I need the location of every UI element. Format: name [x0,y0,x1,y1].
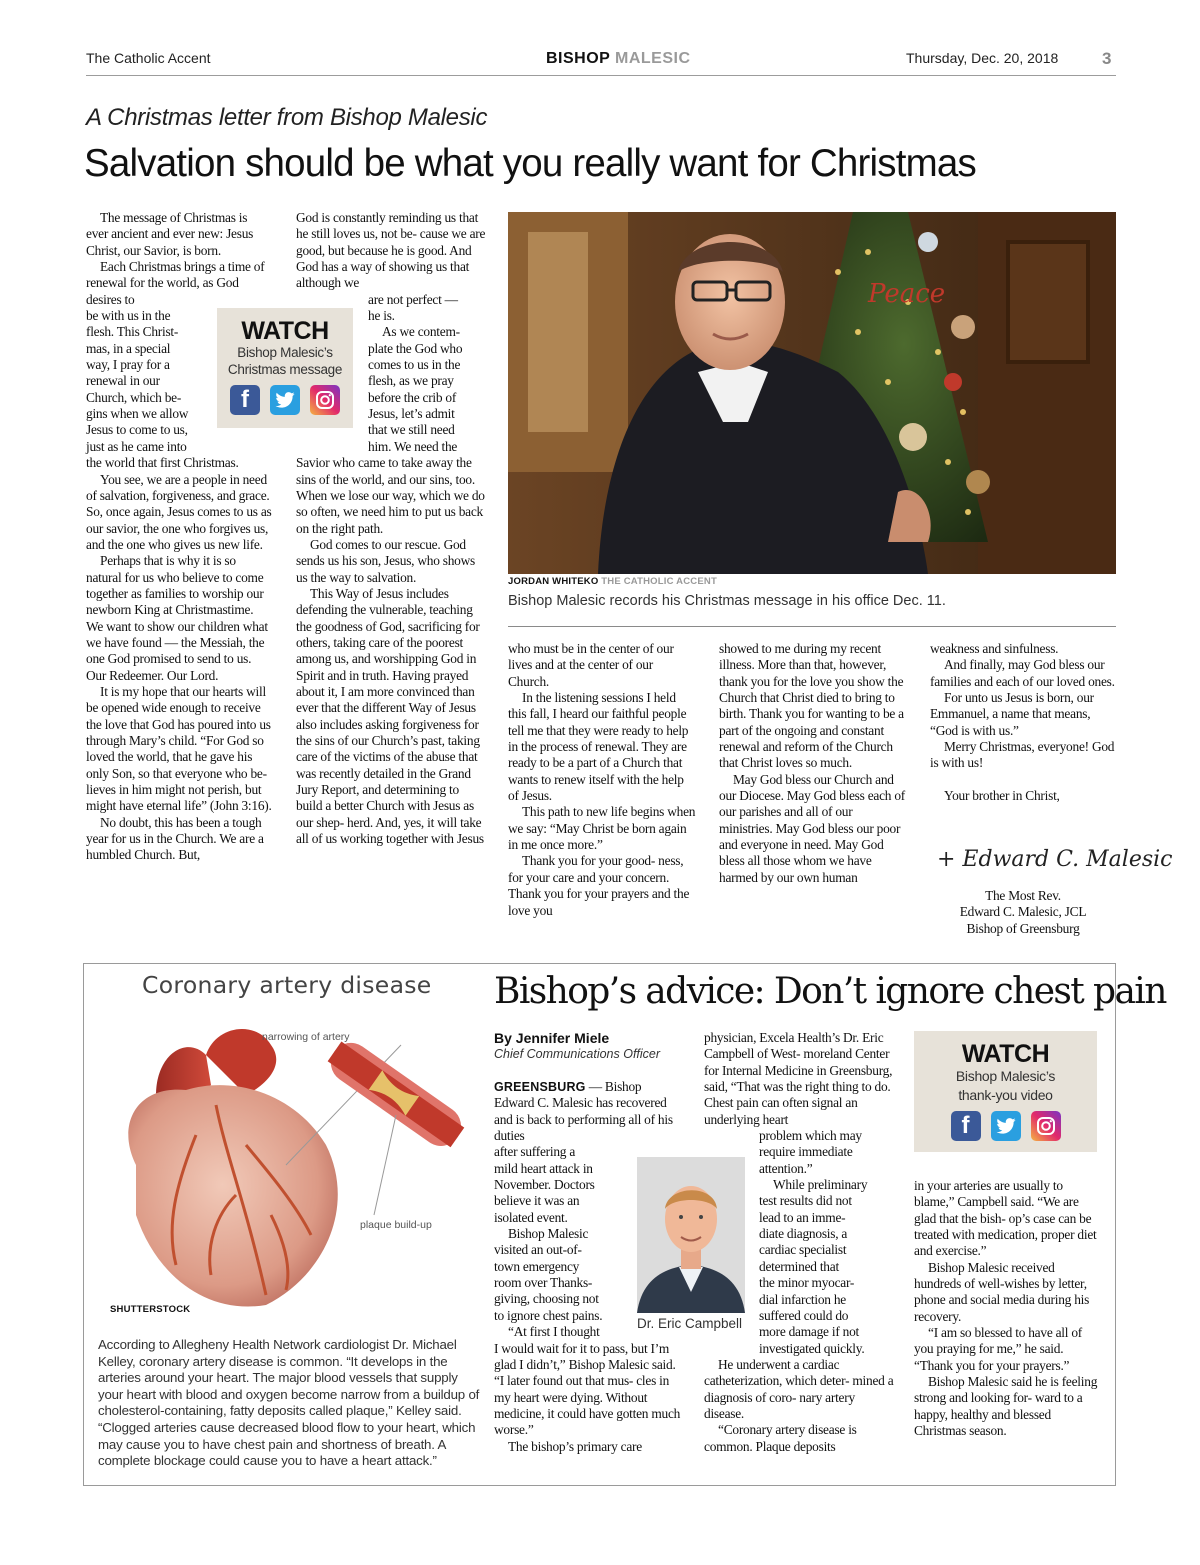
text-line: mas, in a special [86,340,171,356]
text-line: visited an out-of- [494,1242,582,1258]
paragraph: showed to me during my recent illness. More than that, however, thank you for the love you show the Church that Christ died to bring to birth. Thank you for wanting to be a part of the ongoing and constant renewal and reform of the Church that Christ loves so much. [719,641,904,771]
text-line: lead to an imme- [759,1209,846,1225]
text-line: way, I pray for a [86,357,170,373]
text-line: that we still need [368,422,455,438]
text-line: Jesus to come to us, [86,422,188,438]
text-line: Jesus, let’s admit [368,406,455,422]
text-line: While preliminary [773,1177,868,1193]
text-line: As we contem- [382,324,460,340]
story-column-2 [704,1030,894,1455]
watch-title: WATCH [961,1040,1050,1068]
paragraph: Bishop Malesic said he is feeling strong and looking for- ward to a happy, healthy and blessed Christmas season. [914,1374,1098,1439]
signature-block [930,888,1116,937]
text-line: flesh, as we pray [368,373,454,389]
watch-subtitle: thank-you video [958,1086,1053,1103]
paragraph: And finally, may God bless our families and each of our loved ones. [930,657,1115,689]
facebook-icon[interactable]: f [951,1111,981,1141]
text-line: him. We need the [368,438,458,454]
paragraph: I would wait for it to pass, but I’m glad I didn’t,” Bishop Malesic said. “I later found out that mus- cles in my heart were dying. Without medicine, it could have gotten much worse.” [494,1340,681,1438]
sidebar-title: Coronary artery disease [142,971,432,999]
paragraph: He underwent a cardiac catheterization, which deter- mined a diagnosis of coro- nary artery disease. [704,1356,894,1421]
paragraph: “Coronary artery disease is common. Plaque deposits [704,1422,857,1454]
photo-credit-name: JORDAN WHITEKO [508,576,599,587]
article-headline: Salvation should be what you really want for Christmas [84,142,976,185]
text-line: problem which may [759,1128,862,1144]
text-line: plate the God who [368,340,463,356]
signature-role: Bishop of Greensburg [966,920,1080,936]
text-line: dial infarction he [759,1291,846,1307]
closing-line: Your brother in Christ, [944,787,1060,803]
text-line: cardiac specialist [759,1242,847,1258]
letter-column-4 [719,641,907,886]
text-line: the minor myocar- [759,1275,855,1291]
paragraph: It is my hope that our hearts will be opened wide enough to receive the love that God has poured into us through Mary’s child. “For God so loved the world, that he gave his only Son, so that everyone who be- lieves in him might not perish, but might have eternal life” (John 3:16). [86,683,272,814]
instagram-icon[interactable] [1031,1111,1061,1141]
paragraph: Perhaps that is why it is so natural for us who believe to come together as families to worship our newborn King at Christmastime. We want to show our children what we have found — the Messiah, the one God promised to send to us. Our Redeemer. Our Lord. [86,553,268,683]
text-line: gins when we allow [86,406,189,422]
watch-subtitle: Christmas message [227,362,343,377]
text-line: giving, choosing not [494,1291,599,1307]
text-line: believe it was an [494,1193,580,1209]
peace-ornament-text: Peace [868,279,946,309]
paragraph: in your arteries are usually to blame,” Campbell said. “We are glad that the bish- op’s case can be treated with medication, proper diet and exercise.” [914,1178,1097,1259]
paragraph: The message of Christmas is ever ancient and ever new: Jesus Christ, our Savior, is born. [86,210,254,258]
issue-date: Thursday, Dec. 20, 2018 [906,50,1059,66]
paragraph: May God bless our Church and our Diocese. May God bless each of our parishes and all of our ministries. May God bless our poor and everyone in need. May God bless all those whom we have harmed by our own human [719,771,905,885]
text-line: “At first I thought [508,1324,600,1340]
paragraph: “I am so blessed to have all of you praying for me,” he said. “Thank you for your prayers.” [914,1325,1083,1373]
byline-title: Chief Communications Officer [494,1047,661,1061]
text-line: be with us in the [86,308,171,324]
paragraph: This path to new life begins when we say: “May Christ be born again in me once more.” [508,804,696,853]
paragraph: In the listening sessions I held this fall, I heard our faithful people tell me that they were ready to help in the process of renewal. They are ready to be a part of a Church that wants to renew itself with the help of Jesus. [508,690,689,804]
text-line: to ignore chest pains. [494,1307,603,1323]
text-line: require immediate [759,1144,853,1160]
sidebar-text: According to Allegheny Health Network cardiologist Dr. Michael Kelley, coronary artery disease is common. “It develops in the arteries around your heart. The major blood vessels that supply your heart with blood and oxygen become narrow from a buildup of cholesterol-containing, fatty deposits called plaque,” Kelley said. “Clogged arteries cause decreased blood flow to your heart, which may cause you to have chest pain and shortness of breath. A complete blockage could cause you to have a heart attack.” [98,1337,480,1469]
text-line: investigated quickly. [759,1340,865,1356]
paragraph: This Way of Jesus includes defending the vulnerable, teaching the goodness of God, sacrificing for others, taking care of the poorest among us, and worshipping God in Spirit and in truth. Having prayed about it, I am more convinced than ever that the different Way of Jesus also includes asking forgiveness for the sins of our Church’s past, taking care of the victims of the abuse that was recently detailed in the Grand Jury Report, and determining to build a better Church with Jesus as our shep- herd. And, yes, it will take all of us working together with Jesus [296,585,484,847]
illustration-credit: SHUTTERSTOCK [110,1304,191,1315]
paragraph: You see, we are a people in need of salvation, forgiveness, and grace. So, once again, Jesus comes to us as our savior, the one who forgives us, and the one who gives us new life. [86,471,272,552]
paragraph: Bishop Malesic received hundreds of well-wishes by letter, phone and social media during his recovery. [914,1259,1090,1324]
paragraph: For unto us Jesus is born, our Emmanuel, a name that means, “God is with us.” [930,690,1094,738]
paragraph: physician, Excela Health’s Dr. Eric Campbell of West- moreland Center for Internal Medicine in Greensburg, said, “That was the right thing to do. Chest pain can often signal an underlying heart [704,1030,893,1127]
paragraph: No doubt, this has been a tough year for us in the Church. We are a humbled Church. But, [86,814,264,863]
signature-title: The Most Rev. [985,888,1061,903]
paragraph: Savior who came to take away the sins of the world, and our sins, too. When we lose our way, which we do so often, we need him to put us back on the right path. [296,455,485,536]
text-line: before the crib of [368,389,457,405]
paragraph: Thank you for your good- ness, for your care and your concern. Thank you for your prayers and the love you [508,853,690,918]
photo-credit [508,576,717,587]
photo-caption: Bishop Malesic records his Christmas message in his office Dec. 11. [508,593,946,609]
text-line: are not perfect — [368,291,458,307]
watch-subtitle: Bishop Malesic’s [955,1068,1056,1084]
label-narrowing-of-artery: narrowing of artery [262,1031,350,1043]
byline: By Jennifer Miele [494,1030,610,1046]
text-line: just as he came into [86,438,187,454]
text-line: flesh. This Christ- [86,324,179,340]
paragraph: weakness and sinfulness. [930,641,1059,656]
letter-column-5 [930,641,1116,804]
section-title-part1: BISHOP [546,50,611,67]
text-line: Church, which be- [86,389,182,405]
paragraph: Merry Christmas, everyone! God is with us! [930,739,1115,771]
text-line: after suffering a [494,1144,576,1160]
text-line: diate diagnosis, a [759,1226,848,1242]
watch-thank-you-video-box[interactable] [914,1031,1097,1152]
text-line: the world that first Christmas. [86,455,239,471]
paragraph: God comes to our rescue. God sends us his son, Jesus, who shows us the way to salvation. [296,536,475,585]
publication-name: The Catholic Accent [86,50,211,66]
story-headline: Bishop’s advice: Don’t ignore chest pain [494,971,1166,1012]
section-title-part2: MALESIC [615,50,691,67]
bishop-photo-illustration [508,212,1116,574]
photo-credit-org: THE CATHOLIC ACCENT [601,576,717,587]
wrapped-text [704,1128,894,1357]
dateline: GREENSBURG [494,1080,586,1094]
signature-script: + Edward C. Malesic [937,847,1173,872]
portrait-caption: Dr. Eric Campbell [637,1316,743,1331]
paragraph: God is constantly reminding us that he still loves us, not be- cause we are good, but because he is good. And God has a way of showing us that although we [296,210,486,291]
text-line: suffered could do [759,1307,849,1323]
caption-divider [508,626,1116,627]
text-line: determined that [759,1258,839,1274]
text-line: mild heart attack in [494,1160,593,1176]
story-column-3 [914,1178,1100,1440]
article-kicker: A Christmas letter from Bishop Malesic [86,104,488,131]
text-line: November. Doctors [494,1177,595,1193]
section-title [546,50,691,68]
text-line: comes to us in the [368,357,461,373]
bishop-signature [935,838,1173,878]
watch-subtitle: Bishop Malesic’s [237,345,333,360]
social-icons [914,1111,1097,1141]
label-plaque-build-up: plaque build-up [360,1219,432,1231]
text-line: isolated event. [494,1209,568,1225]
watch-title: WATCH [241,317,329,345]
letter-column-2 [296,210,486,847]
letter-column-3 [508,641,696,919]
paragraph [494,1079,684,1144]
paragraph: The bishop’s primary care [508,1438,642,1454]
paragraph: who must be in the center of our lives and at the center of our Church. [508,641,674,689]
text-line: attention.” [759,1160,813,1176]
lead-text: — Bishop Edward C. Malesic has recovered and is back to performing all of his duties [494,1079,673,1144]
text-line: renewal in our [86,373,160,389]
text-line: he is. [368,308,395,324]
paragraph: Each Christmas brings a time of renewal for the world, as God desires to [86,259,265,307]
twitter-icon[interactable] [991,1111,1021,1141]
heart-artery-illustration [96,1015,466,1315]
text-line: Bishop Malesic [508,1226,589,1242]
signature-name: Edward C. Malesic, JCL [959,904,1087,920]
page-number: 3 [1102,49,1112,68]
header-divider [86,75,1116,76]
text-line: more damage if not [759,1324,859,1340]
bishop-photo [508,212,1116,574]
text-line: room over Thanks- [494,1275,593,1291]
text-line: test results did not [759,1193,852,1209]
text-line: town emergency [494,1258,580,1274]
facebook-icon[interactable]: f [230,385,260,415]
